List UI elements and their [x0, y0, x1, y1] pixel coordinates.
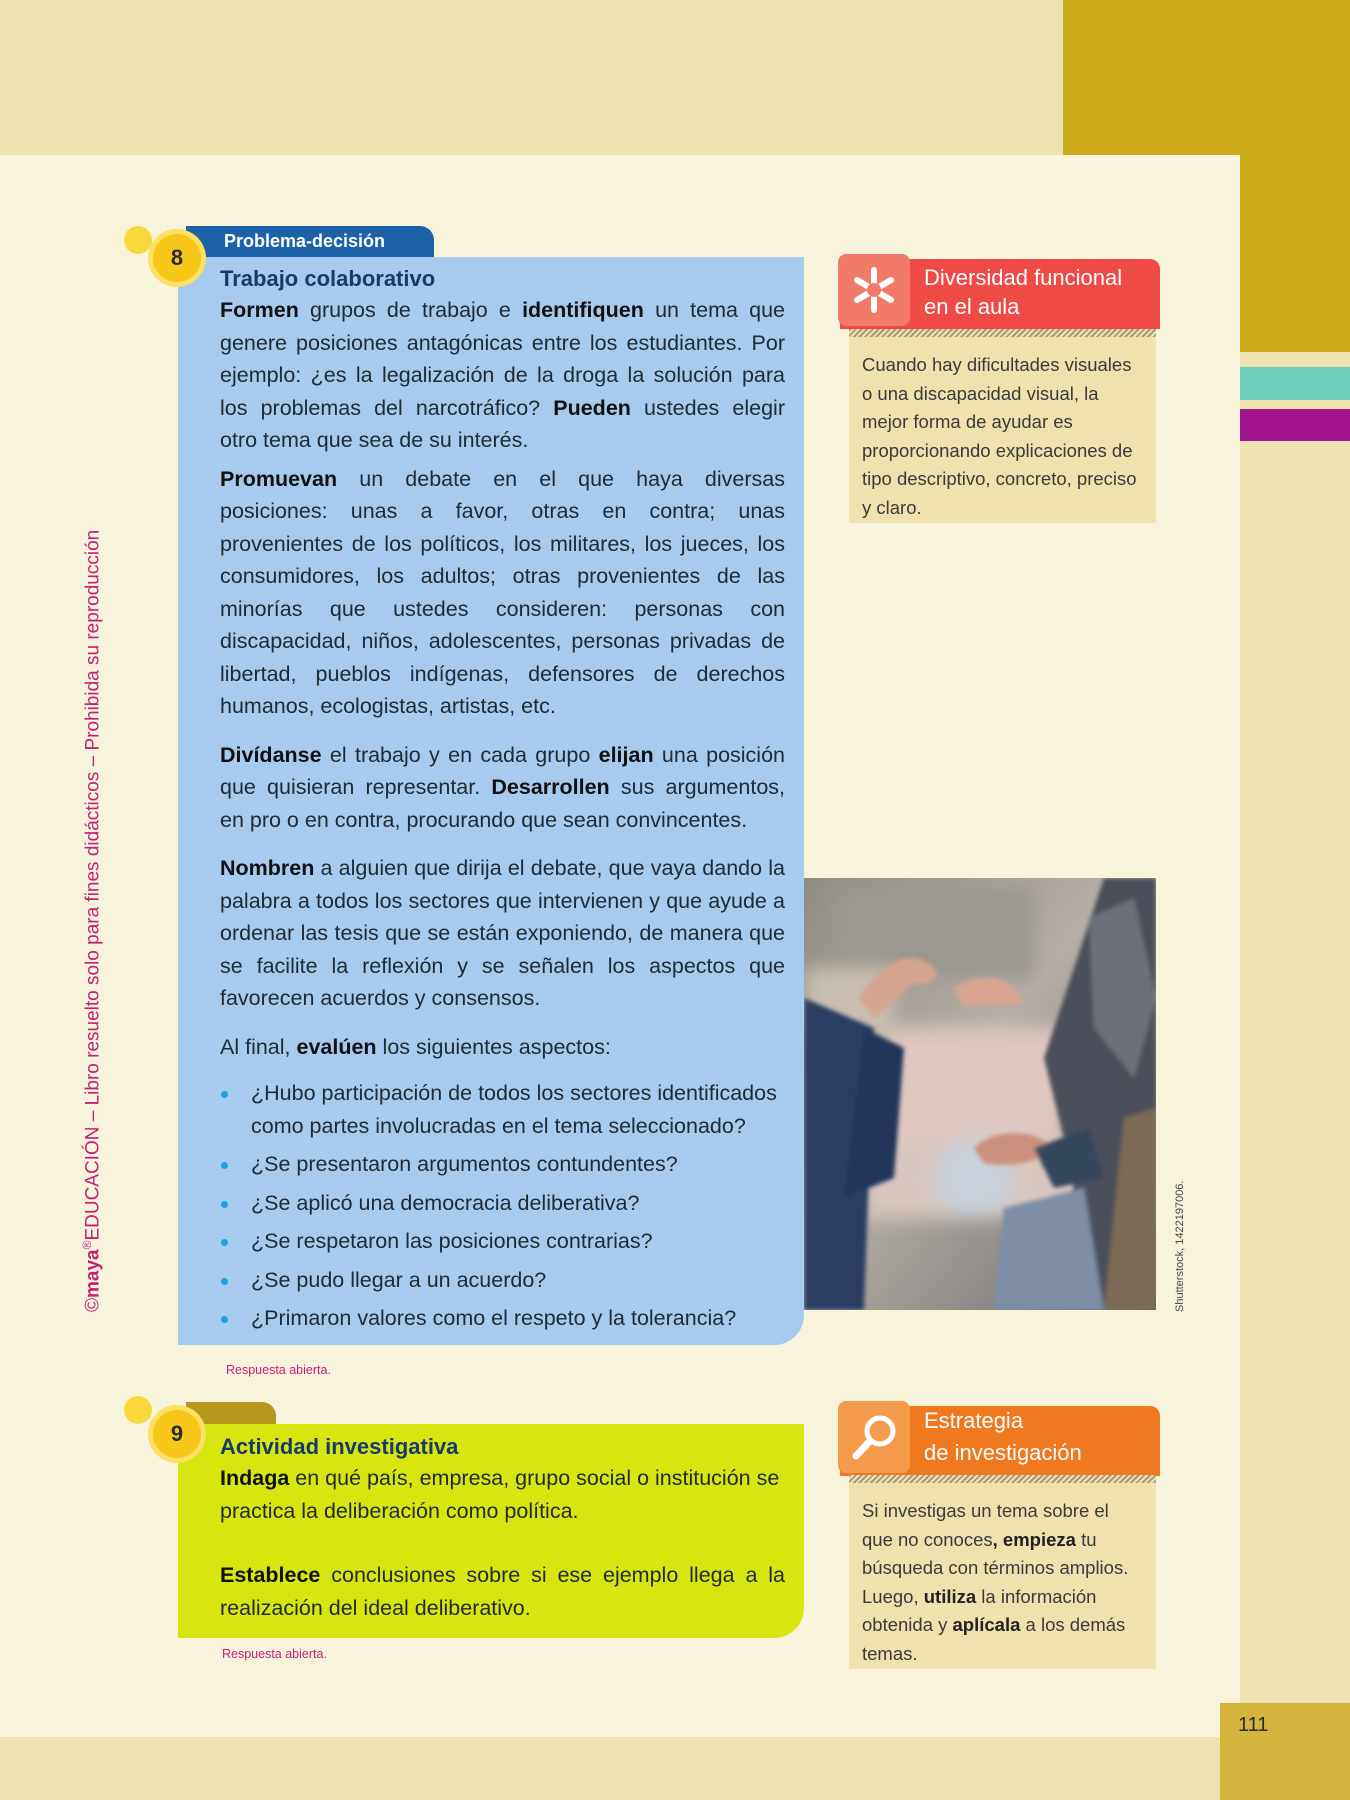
- text-run: Cuando hay dificultades visuales o una discapacidad visual, la mejor forma de ayudar es proporcionando explicaciones de tipo descriptivo, concreto, preciso y claro.: [862, 354, 1137, 518]
- list-item: ¿Se pudo llegar a un acuerdo?: [220, 1264, 785, 1297]
- text-run: un tema que genere posiciones antagónicas entre los estudiantes. Por ejemplo: ¿es la legalización de la droga la solución para los problemas del narcotráfico?: [220, 298, 785, 420]
- emphasized-verb: evalúen: [296, 1034, 377, 1059]
- magenta-section-tab: [1240, 409, 1350, 441]
- copyright-symbol: ©: [82, 1298, 104, 1312]
- text-run: conclusiones sobre si ese ejemplo llega a la realización del ideal deliberativo.: [220, 1563, 785, 1620]
- copyright-notice: [80, 530, 104, 1312]
- activity-8-paragraph-2: [220, 463, 785, 723]
- emphasized-verb: Divídanse: [220, 742, 322, 767]
- magnifier-icon-graphic: [838, 1401, 910, 1473]
- activity-8-content: [220, 264, 785, 1341]
- text-run: el trabajo y en cada grupo: [321, 742, 599, 767]
- teal-section-tab: [1240, 367, 1350, 400]
- list-item: ¿Hubo participación de todos los sectores identificados como partes involucradas en el tema seleccionado?: [220, 1077, 785, 1142]
- activity-8-paragraph-5: [220, 1031, 785, 1064]
- activity-8-paragraph-4: [220, 852, 785, 1015]
- activity-9-paragraph-2: [220, 1559, 785, 1624]
- emphasized-verb: Establece: [220, 1563, 321, 1587]
- edge-gold-strip: [1240, 0, 1350, 352]
- text-run: una posición que quisieran representar.: [220, 742, 786, 799]
- hands-discussion-image: [804, 878, 1156, 1310]
- text-run: los siguientes aspectos:: [376, 1034, 611, 1059]
- activity-9-number-badge: 9: [153, 1410, 201, 1458]
- activity-8-paragraph-3: [220, 739, 785, 837]
- text-run: un debate en el que haya diversas posiciones: unas a favor, otras en contra; unas provenientes de los políticos, los militares, los jueces, los consumidores, los adultos; otras provenientes de las minorías que ustedes consideren: personas con discapacidad, niños, adolescentes, personas privadas de libertad, pueblos indígenas, defensores de derechos humanos, ecologistas, artistas, etc.: [220, 466, 785, 718]
- answer-note: Respuesta abierta.: [222, 1647, 327, 1661]
- card-title-line: Diversidad funcional: [924, 265, 1123, 290]
- text-run: grupos de trabajo e: [298, 298, 523, 322]
- registered-symbol: ®: [80, 1240, 94, 1250]
- page-number: 111: [1238, 1714, 1269, 1736]
- answer-note: Respuesta abierta.: [226, 1363, 331, 1377]
- list-item: ¿Se respetaron las posiciones contrarias?: [220, 1225, 785, 1258]
- evaluation-list: [220, 1077, 785, 1335]
- magnifier-icon: [838, 1401, 910, 1473]
- emphasized-verb: Indaga: [220, 1466, 290, 1490]
- emphasized-verb: Desarrollen: [491, 775, 610, 799]
- text-run: ustedes elegir otro tema que sea de su interés.: [220, 395, 785, 452]
- activity-8-paragraph-1: [220, 294, 785, 457]
- emphasized-verb: , empieza: [992, 1528, 1076, 1550]
- text-run: Al final,: [220, 1034, 297, 1059]
- list-item: ¿Primaron valores como el respeto y la tolerancia?: [220, 1302, 785, 1335]
- asterisk-icon: [838, 254, 910, 326]
- emphasized-verb: Promuevan: [220, 466, 338, 491]
- list-item: ¿Se presentaron argumentos contundentes?: [220, 1148, 785, 1181]
- activity-9-paragraph-1: [220, 1462, 785, 1527]
- corner-gold-block: [1063, 0, 1240, 155]
- diversity-card-body: [849, 337, 1156, 523]
- bottom-band: [0, 1737, 1220, 1800]
- emphasized-verb: Nombren: [220, 856, 315, 880]
- discussion-photo: [804, 878, 1156, 1310]
- strategy-card-title: [924, 1406, 1082, 1467]
- emphasized-verb: identifiquen: [522, 298, 644, 322]
- text-run: sus argumentos, en pro o en contra, procurando que sean convincentes.: [220, 775, 785, 832]
- list-item: ¿Se aplicó una democracia deliberativa?: [220, 1187, 785, 1220]
- activity-tag: Problema-decisión: [186, 226, 434, 257]
- emphasized-verb: elijan: [598, 742, 654, 767]
- text-run: la información obtenida y: [862, 1585, 1097, 1635]
- activity-8-title: Trabajo colaborativo: [220, 266, 436, 291]
- text-run: a los demás temas.: [862, 1614, 1126, 1664]
- badge-glow: [124, 1396, 152, 1424]
- card-title-line: en el aula: [924, 294, 1020, 319]
- emphasized-verb: aplícala: [952, 1614, 1021, 1635]
- copyright-text: EDUCACIÓN – Libro resuelto solo para fines didácticos – Prohibida su reproducción: [82, 529, 104, 1241]
- text-run: en qué país, empresa, grupo social o institución se practica la deliberación como política.: [220, 1466, 780, 1523]
- text-run: Si investigas un tema sobre el que no conoces: [862, 1500, 1109, 1550]
- card-title-line: Estrategia: [924, 1408, 1024, 1433]
- brand-logo-text: maya: [82, 1249, 104, 1298]
- activity-9-title: Actividad investigativa: [220, 1434, 459, 1459]
- right-margin-column: [1240, 155, 1350, 1800]
- strategy-card-body: [849, 1483, 1156, 1669]
- diversity-card-title: [924, 263, 1122, 321]
- card-hatch-divider: [849, 1475, 1156, 1483]
- activity-9-content: [220, 1432, 785, 1624]
- activity-8-number-badge: 8: [153, 234, 201, 282]
- text-run: tu búsqueda con términos amplios. Luego,: [862, 1528, 1129, 1607]
- emphasized-verb: utiliza: [923, 1585, 977, 1607]
- activity-9-tag: [186, 1402, 276, 1424]
- text-run: a alguien que dirija el debate, que vaya dando la palabra a todos los sectores que intervienen y que ayude a ordenar las tesis que se están exponiendo, de manera que se facilite la reflexión y se señalen los aspectos que favorecen acuerdos y consensos.: [220, 856, 785, 1010]
- card-title-line: de investigación: [924, 1440, 1082, 1465]
- photo-credit: Shutterstock, 1422197006.: [1174, 1180, 1186, 1312]
- badge-glow: [124, 226, 152, 254]
- card-hatch-divider: [849, 329, 1156, 337]
- emphasized-verb: Formen: [220, 298, 299, 322]
- emphasized-verb: Pueden: [553, 395, 631, 420]
- asterisk-icon-graphic: [838, 254, 910, 326]
